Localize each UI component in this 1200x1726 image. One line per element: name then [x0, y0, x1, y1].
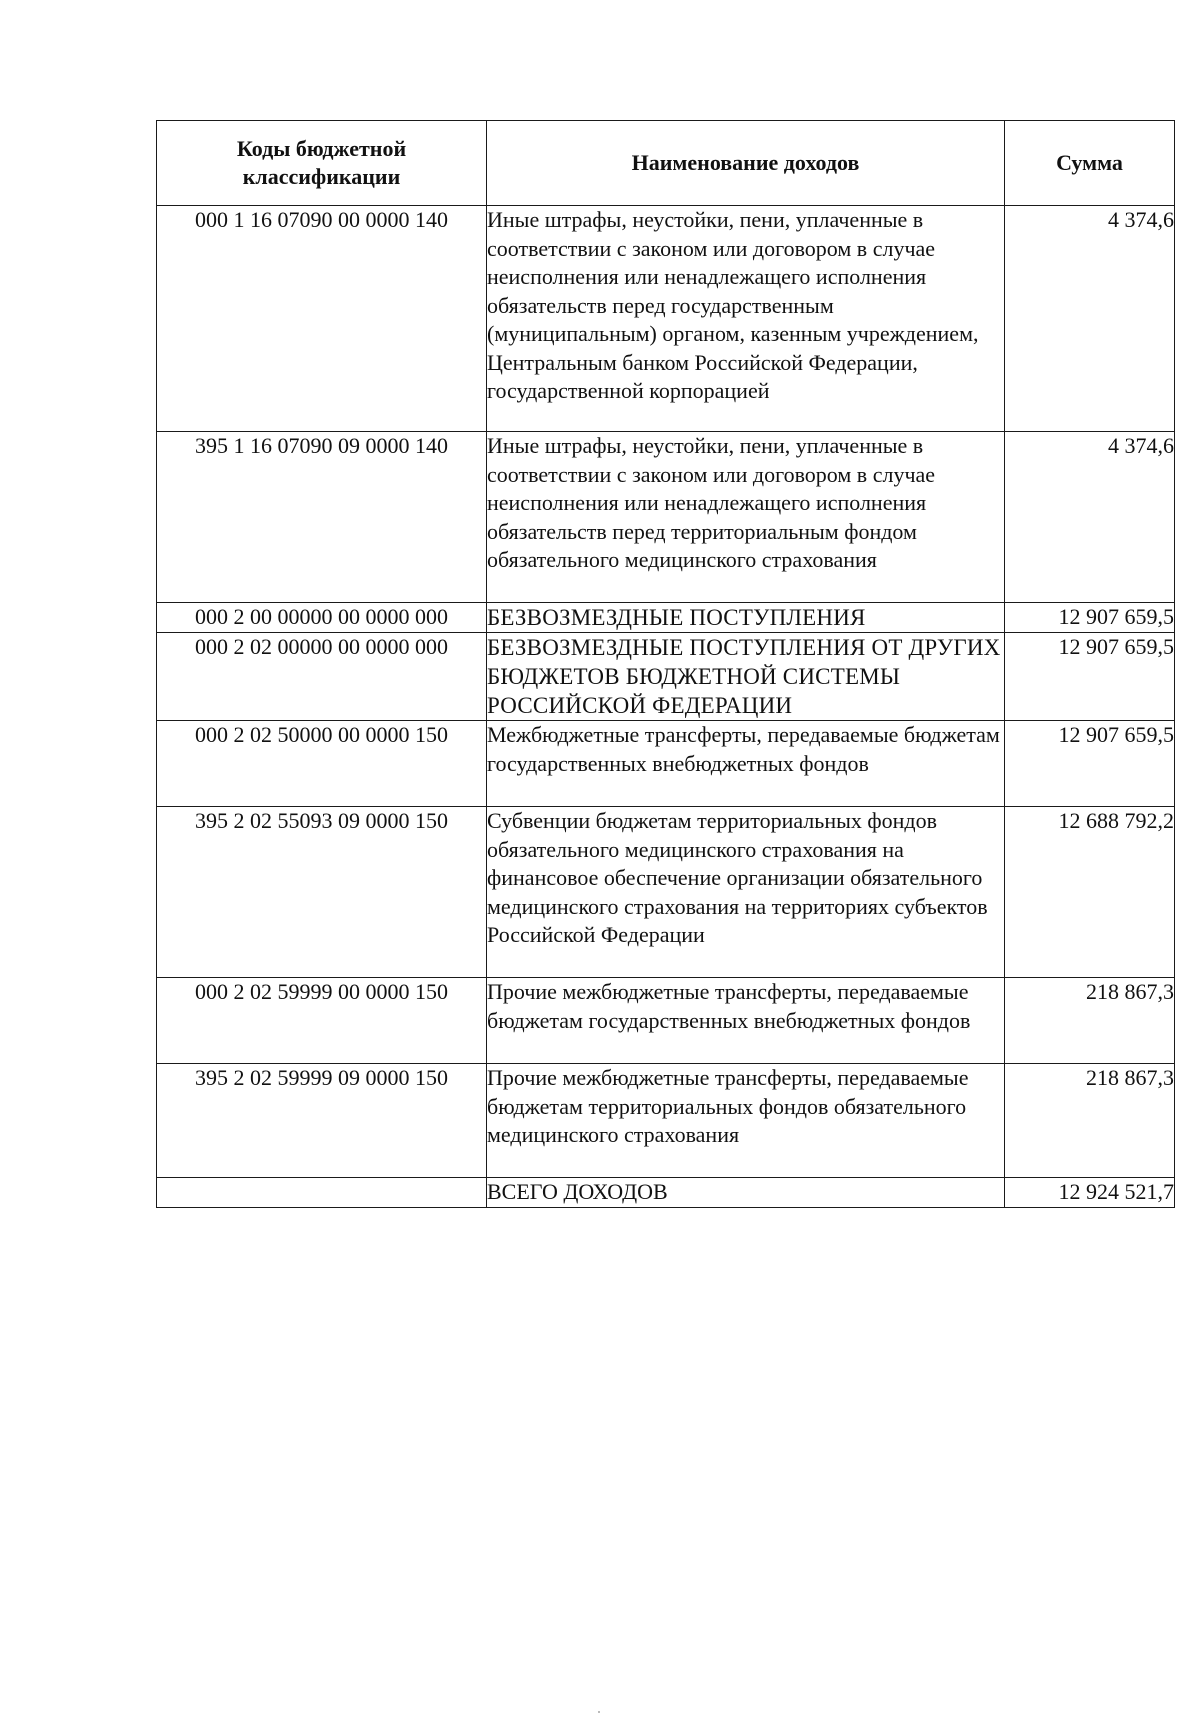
table-row	[157, 1064, 1175, 1178]
table-header	[157, 121, 1175, 206]
header-code: Коды бюджетной классификации	[157, 121, 487, 206]
row-code: 000 2 02 59999 00 0000 150	[157, 978, 487, 1064]
table-row	[157, 978, 1175, 1064]
total-row	[157, 1178, 1175, 1208]
row-sum: 12 907 659,5	[1005, 633, 1175, 721]
row-code: 395 2 02 59999 09 0000 150	[157, 1064, 487, 1178]
row-code: 000 2 02 50000 00 0000 150	[157, 721, 487, 807]
header-name: Наименование доходов	[487, 121, 1005, 206]
row-sum: 12 907 659,5	[1005, 603, 1175, 633]
table-body	[157, 206, 1175, 1208]
table-row	[157, 633, 1175, 721]
header-row	[157, 121, 1175, 206]
row-name: Межбюджетные трансферты, передаваемые бюджетам государственных внебюджетных фондов	[487, 721, 1005, 807]
row-sum: 12 907 659,5	[1005, 721, 1175, 807]
table-row	[157, 206, 1175, 432]
row-name: Субвенции бюджетам территориальных фондов обязательного медицинского страхования на финансовое обеспечение организации обязательного медицинского страхования на территориях субъектов Российской Федерации	[487, 807, 1005, 978]
row-sum: 4 374,6	[1005, 432, 1175, 603]
row-sum: 218 867,3	[1005, 978, 1175, 1064]
row-code: 000 1 16 07090 00 0000 140	[157, 206, 487, 432]
table-row	[157, 721, 1175, 807]
row-name: Иные штрафы, неустойки, пени, уплаченные в соответствии с законом или договором в случае неисполнения или ненадлежащего исполнения обязательств перед территориальным фондом обязательного медицинского страхования	[487, 432, 1005, 603]
table-row	[157, 432, 1175, 603]
row-code: 395 2 02 55093 09 0000 150	[157, 807, 487, 978]
row-code: 000 2 02 00000 00 0000 000	[157, 633, 487, 721]
row-name: БЕЗВОЗМЕЗДНЫЕ ПОСТУПЛЕНИЯ	[487, 603, 1005, 633]
table-row	[157, 603, 1175, 633]
row-code: 395 1 16 07090 09 0000 140	[157, 432, 487, 603]
table-row	[157, 807, 1175, 978]
row-code: 000 2 00 00000 00 0000 000	[157, 603, 487, 633]
row-name: Прочие межбюджетные трансферты, передаваемые бюджетам территориальных фондов обязательного медицинского страхования	[487, 1064, 1005, 1178]
scan-speck	[598, 1711, 600, 1713]
row-sum: 4 374,6	[1005, 206, 1175, 432]
row-sum: 218 867,3	[1005, 1064, 1175, 1178]
row-name: Иные штрафы, неустойки, пени, уплаченные в соответствии с законом или договором в случае неисполнения или ненадлежащего исполнения обязательств перед государственным (муниципальным) органом, казенным учреждением, Центральным банком Российской Федерации, государственной корпорацией	[487, 206, 1005, 432]
header-sum: Сумма	[1005, 121, 1175, 206]
total-label: ВСЕГО ДОХОДОВ	[487, 1178, 1005, 1208]
row-name: БЕЗВОЗМЕЗДНЫЕ ПОСТУПЛЕНИЯ ОТ ДРУГИХ БЮДЖЕТОВ БЮДЖЕТНОЙ СИСТЕМЫ РОССИЙСКОЙ ФЕДЕРАЦИИ	[487, 633, 1005, 721]
total-code	[157, 1178, 487, 1208]
row-sum: 12 688 792,2	[1005, 807, 1175, 978]
row-name: Прочие межбюджетные трансферты, передаваемые бюджетам государственных внебюджетных фондов	[487, 978, 1005, 1064]
income-table	[156, 120, 1175, 1208]
total-sum: 12 924 521,7	[1005, 1178, 1175, 1208]
